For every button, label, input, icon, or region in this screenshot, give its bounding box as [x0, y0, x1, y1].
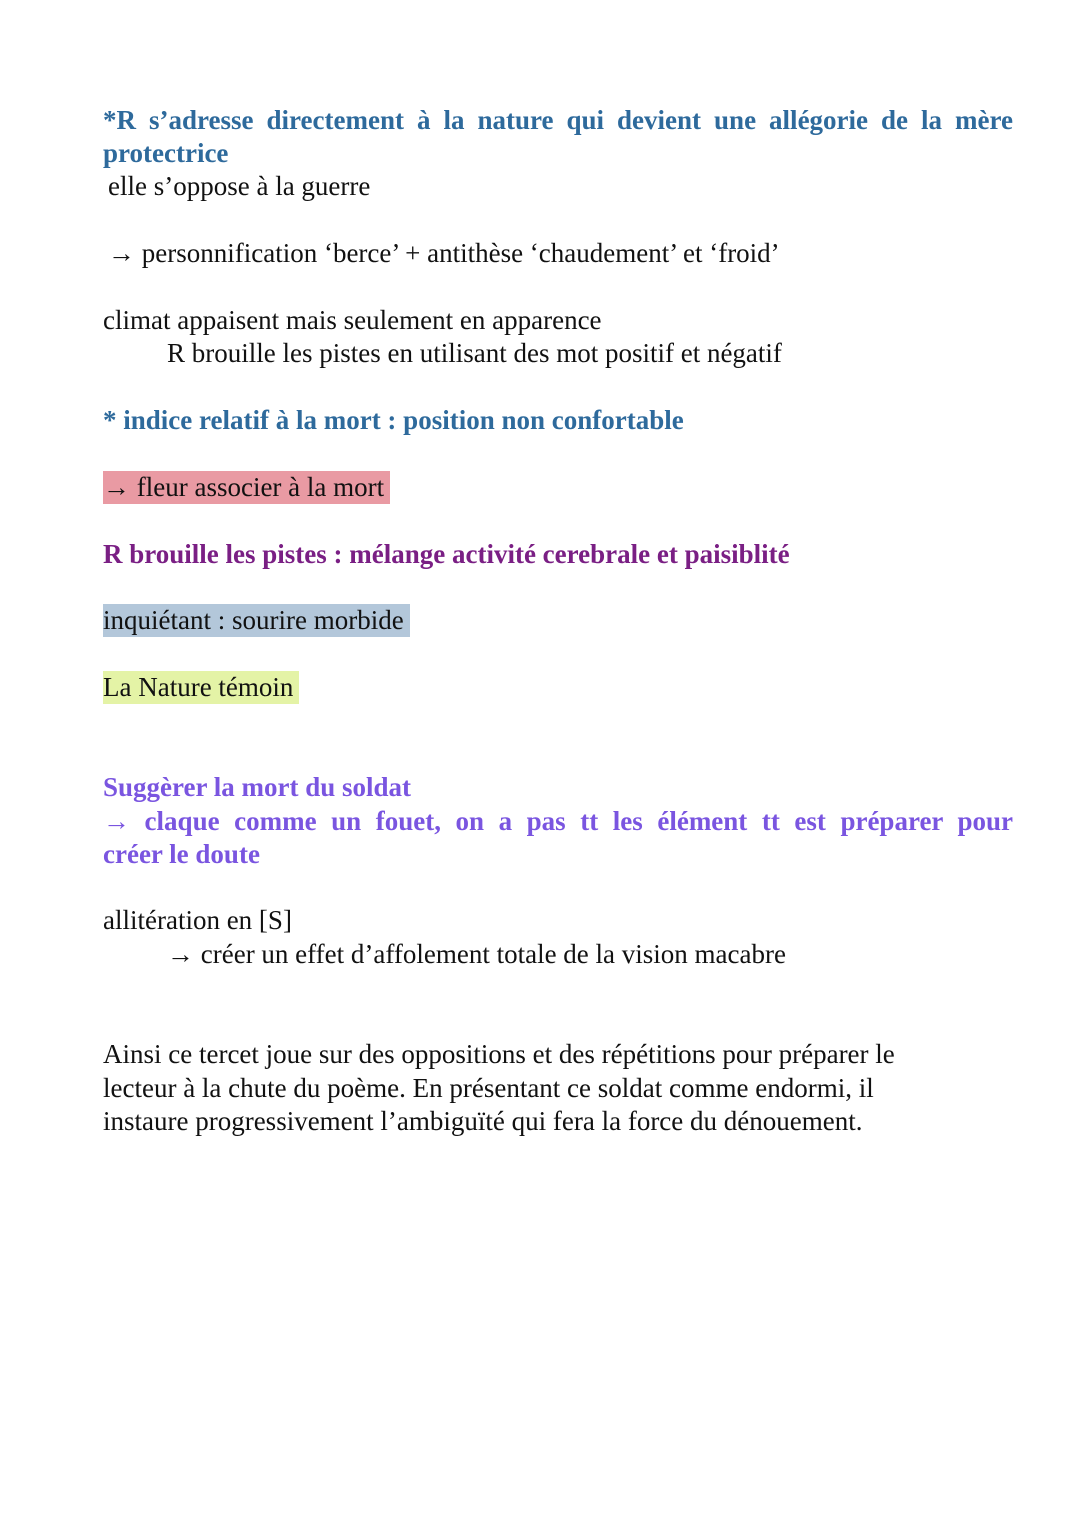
highlight-yellow-text: La Nature témoin	[103, 671, 299, 704]
highlight-blue-text: inquiétant : sourire morbide	[103, 604, 410, 637]
conclusion-line2: lecteur à la chute du poème. En présentant ce soldat comme endormi, il	[103, 1073, 874, 1103]
section3-line5: → créer un effet d’affolement totale de la vision macabre	[167, 939, 786, 969]
highlight-pink-row	[103, 471, 390, 504]
section3-heading: Suggèrer la mort du soldat	[103, 772, 412, 802]
purple-heading: R brouille les pistes : mélange activité cerebrale et paisiblité	[103, 539, 790, 569]
section1-text-line4: R brouille les pistes en utilisant des mot positif et négatif	[167, 338, 782, 368]
section1-heading-line1: *R s’adresse directement à la nature qui devient une allégorie de la mère	[103, 105, 1013, 135]
section3-line2: → claque comme un fouet, on a pas tt les élément tt est préparer pour	[103, 806, 1013, 836]
section1-text-line3: climat appaisent mais seulement en apparence	[103, 305, 602, 335]
highlight-yellow-row	[103, 671, 299, 704]
conclusion-line3: instaure progressivement l’ambiguïté qui fera la force du dénouement.	[103, 1106, 863, 1136]
section3-line4: allitération en [S]	[103, 905, 292, 935]
conclusion-line1: Ainsi ce tercet joue sur des oppositions et des répétitions pour préparer le	[103, 1039, 895, 1069]
section1-text-line1: elle s’oppose à la guerre	[108, 171, 371, 201]
highlight-pink-text: → fleur associer à la mort	[103, 471, 390, 504]
section2-heading: * indice relatif à la mort : position non confortable	[103, 405, 684, 435]
highlight-blue-row	[103, 604, 410, 637]
section1-text-line2: → personnification ‘berce’ + antithèse ‘chaudement’ et ‘froid’	[108, 238, 780, 268]
section1-heading-line2: protectrice	[103, 138, 229, 168]
section3-line3: créer le doute	[103, 839, 260, 869]
